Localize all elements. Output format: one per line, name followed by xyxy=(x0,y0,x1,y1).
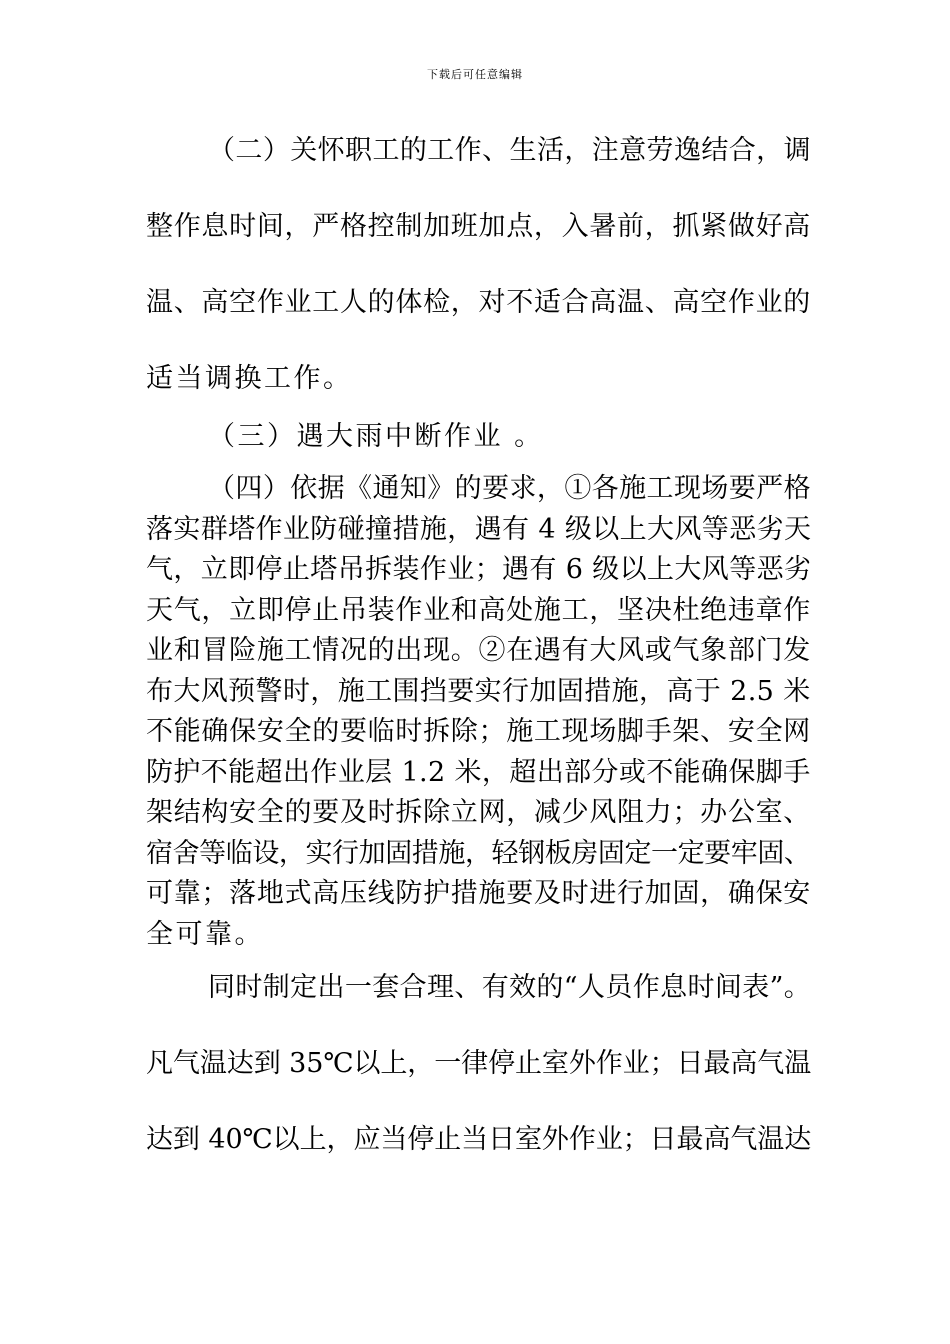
paragraph-3 xyxy=(146,399,811,475)
paragraph-line: 落实群塔作业防碰撞措施，遇有 4 级以上大风等恶劣天 xyxy=(146,513,812,545)
paragraph-line: 全可靠。 xyxy=(146,918,264,950)
page-header: 下载后可任意编辑 xyxy=(427,68,523,81)
paragraph-line: （二）关怀职工的工作、生活，注意劳逸结合，调 xyxy=(208,135,811,166)
paragraph-line: 凡气温达到 35℃以上，一律停止室外作业；日最高气温 xyxy=(146,1048,812,1079)
paragraph-line: 布大风预警时，施工围挡要实行加固措施，高于 2.5 米 xyxy=(146,675,811,707)
paragraph-line: 达到 40℃以上，应当停止当日室外作业；日最高气温达 xyxy=(146,1124,812,1155)
paragraph-line: 不能确保安全的要临时拆除；施工现场脚手架、安全网 xyxy=(146,716,811,747)
paragraph-line: 温、高空作业工人的体检，对不适合高温、高空作业的 xyxy=(146,287,811,318)
paragraph-line: 适当调换工作。 xyxy=(146,363,353,394)
paragraph-4 xyxy=(146,469,811,955)
paragraph-line: 业和冒险施工情况的出现。②在遇有大风或气象部门发 xyxy=(146,635,811,666)
paragraph-5 xyxy=(146,950,811,1178)
paragraph-line: 整作息时间，严格控制加班加点，入暑前，抓紧做好高 xyxy=(146,211,811,242)
paragraph-line: （四）依据《通知》的要求，①各施工现场要严格 xyxy=(208,473,811,504)
paragraph-line: 同时制定出一套合理、有效的“人员作息时间表”。 xyxy=(208,972,812,1003)
paragraph-line: 可靠；落地式高压线防护措施要及时进行加固，确保安 xyxy=(146,878,811,909)
paragraph-line: 气，立即停止塔吊拆装作业；遇有 6 级以上大风等恶劣 xyxy=(146,554,812,585)
paragraph-line: 天气，立即停止吊装作业和高处施工，坚决杜绝违章作 xyxy=(146,594,811,626)
paragraph-2 xyxy=(146,113,811,417)
paragraph-line: 防护不能超出作业层 1.2 米，超出部分或不能确保脚手 xyxy=(146,756,811,788)
paragraph-line: （三）遇大雨中断作业 。 xyxy=(208,421,544,452)
paragraph-line: 宿舍等临设，实行加固措施，轻钢板房固定一定要牢固、 xyxy=(146,837,811,869)
paragraph-line: 架结构安全的要及时拆除立网，减少风阻力；办公室、 xyxy=(146,797,811,828)
